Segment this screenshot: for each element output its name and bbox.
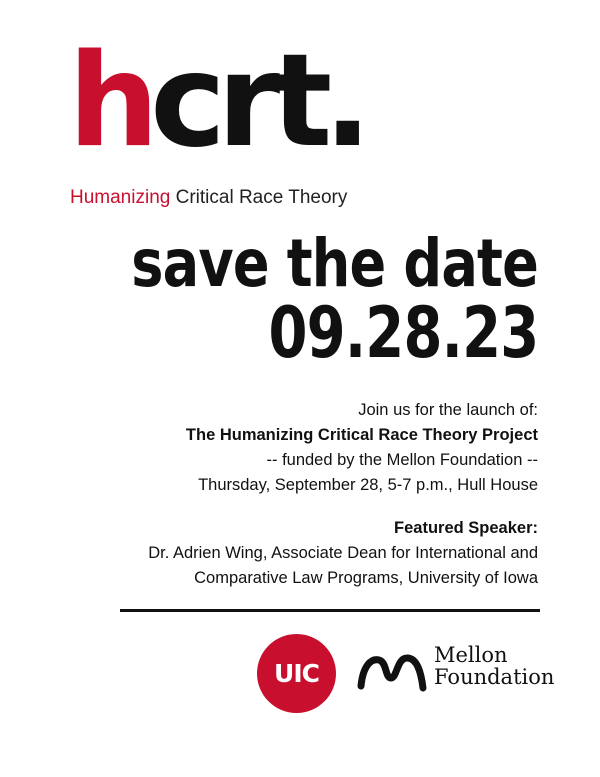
event-details <box>148 398 538 591</box>
mellon-mark-icon <box>357 650 429 692</box>
speaker-line-1: Dr. Adrien Wing, Associate Dean for International and <box>148 544 538 562</box>
hcrt-wordmark <box>68 27 363 176</box>
divider <box>120 609 540 612</box>
uic-logo <box>257 634 336 713</box>
tagline <box>70 187 347 209</box>
funding-line: -- funded by the Mellon Foundation -- <box>266 451 538 469</box>
mellon-name-line1: Mellon <box>434 643 508 667</box>
mellon-name <box>434 644 554 688</box>
mellon-name-line2: Foundation <box>434 665 555 689</box>
details-intro: Join us for the launch of: <box>358 401 538 419</box>
speaker-heading: Featured Speaker: <box>394 519 538 537</box>
tagline-highlight: Humanizing <box>70 187 171 208</box>
speaker-line-2: Comparative Law Programs, University of Iowa <box>194 569 538 587</box>
logo-letter-h: h <box>68 27 151 176</box>
headline-date: 09.28.23 <box>268 292 538 374</box>
tagline-rest: Critical Race Theory <box>170 187 348 208</box>
mellon-foundation-logo <box>357 643 555 704</box>
event-datetime-location: Thursday, September 28, 5-7 p.m., Hull House <box>198 476 538 494</box>
uic-logo-label: UIC <box>274 659 319 688</box>
hcrt-logo <box>68 27 378 178</box>
headline-save-the-date: save the date <box>131 225 538 302</box>
logo-letters-rest: crt. <box>150 27 363 176</box>
project-name: The Humanizing Critical Race Theory Project <box>185 426 538 444</box>
